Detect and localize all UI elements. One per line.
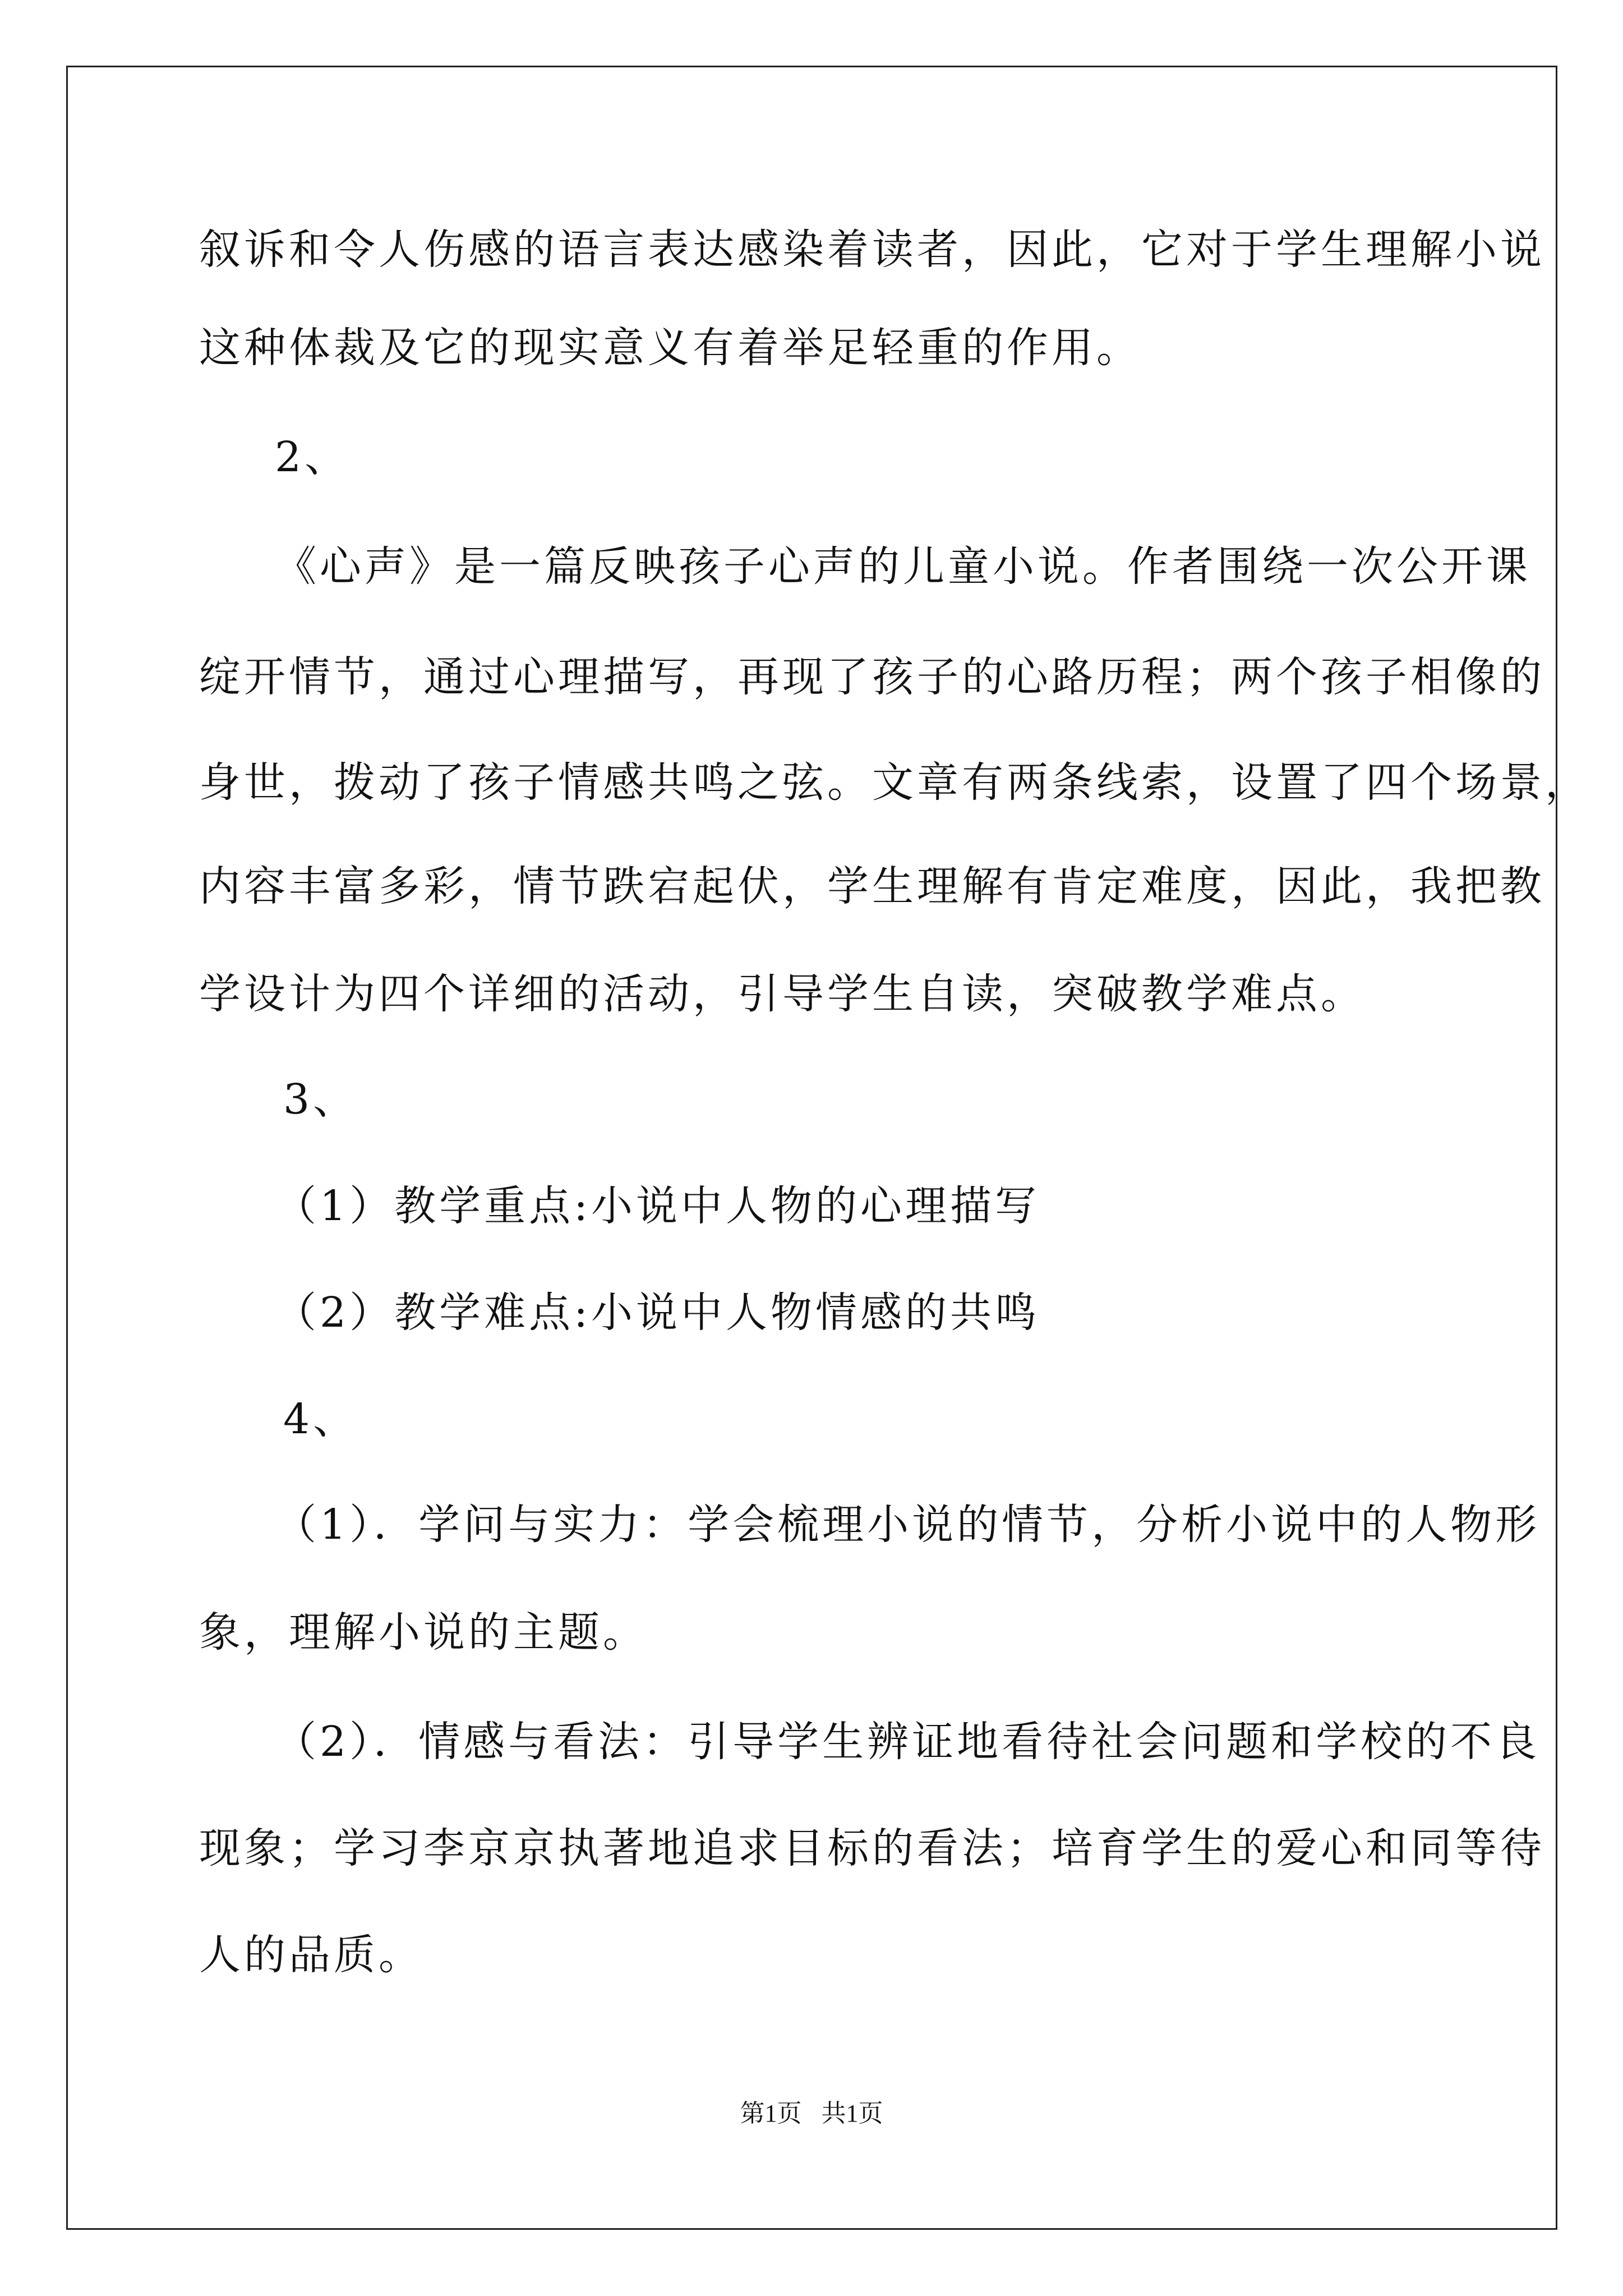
text-line: 学设计为四个详细的活动，引导学生自读，突破教学难点。 (199, 970, 1366, 1018)
text-line: 身世，拨动了孩子情感共鸣之弦。文章有两条线索，设置了四个场景， (199, 758, 1590, 807)
page-number: 第1页 (740, 2100, 802, 2127)
text-line: （2）教学难点:小说中人物情感的共鸣 (275, 1289, 1040, 1337)
text-line: （1）．学问与实力：学会梳理小说的情节，分析小说中的人物形 (275, 1501, 1541, 1549)
text-line: 叙诉和令人伤感的语言表达感染着读者，因此，它对于学生理解小说 (199, 226, 1545, 274)
text-line: 内容丰富多彩，情节跌宕起伏，学生理解有肯定难度，因此，我把教 (199, 862, 1545, 910)
text-line: 现象；学习李京京执著地追求目标的看法；培育学生的爱心和同等待 (199, 1824, 1545, 1872)
text-line: （1）教学重点:小说中人物的心理描写 (275, 1182, 1040, 1230)
text-line: 《心声》是一篇反映孩子心声的儿童小说。作者围绕一次公开课 (275, 542, 1531, 591)
page-footer (0, 2097, 1623, 2131)
section-number: 4、 (283, 1395, 358, 1443)
text-line: （2）．情感与看法：引导学生辨证地看待社会问题和学校的不良 (275, 1718, 1541, 1766)
page-border (66, 66, 1557, 2230)
text-line: 象，理解小说的主题。 (199, 1608, 648, 1657)
page-total: 共1页 (821, 2100, 883, 2127)
section-number: 2、 (275, 433, 350, 481)
text-line: 人的品质。 (199, 1931, 423, 1979)
text-line: 这种体裁及它的现实意义有着举足轻重的作用。 (199, 324, 1141, 372)
section-number: 3、 (283, 1075, 358, 1124)
text-line: 绽开情节，通过心理描写，再现了孩子的心路历程；两个孩子相像的 (199, 653, 1545, 701)
